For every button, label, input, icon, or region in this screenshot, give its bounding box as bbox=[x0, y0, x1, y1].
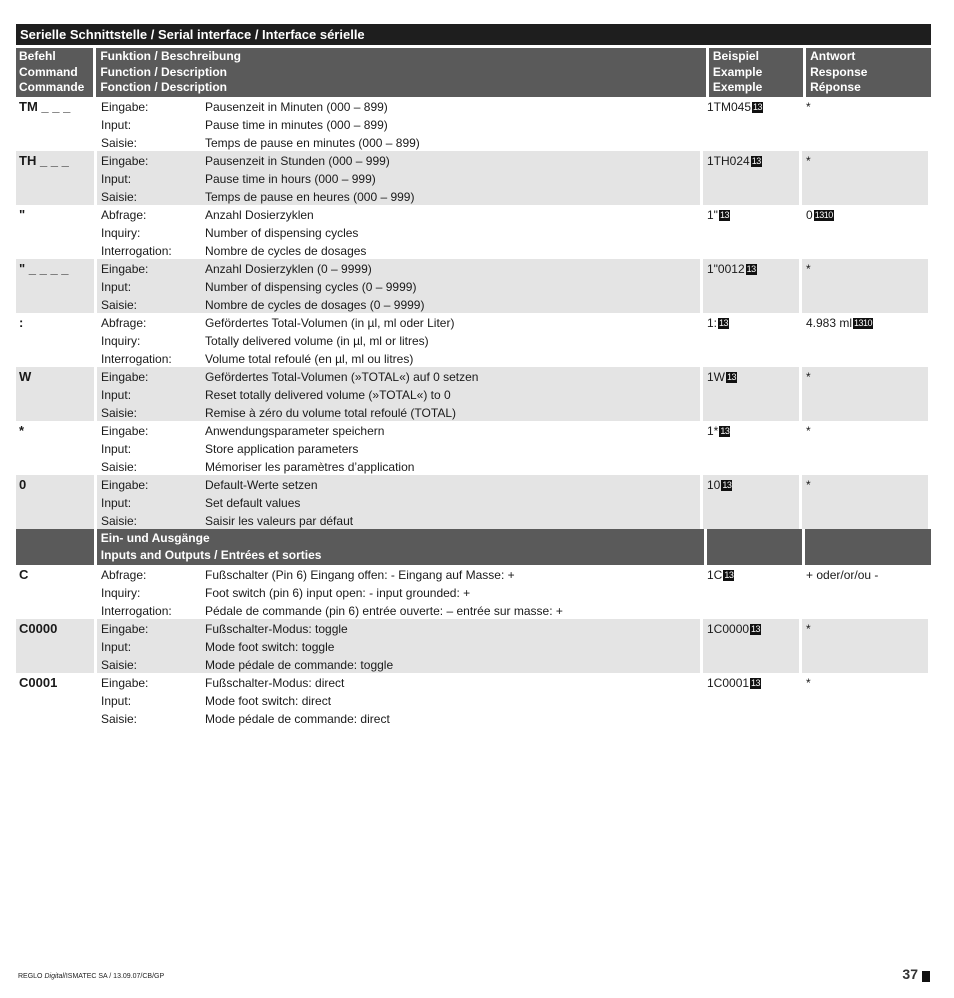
mode-label: Input: bbox=[101, 640, 132, 654]
mode-labels bbox=[97, 421, 205, 475]
description-line: Mode foot switch: direct bbox=[205, 694, 332, 708]
example-text: 10 bbox=[707, 478, 721, 492]
example-text: 1* bbox=[707, 424, 719, 438]
response-cell bbox=[802, 367, 928, 421]
example-text: 1W bbox=[707, 370, 725, 384]
mode-label: Eingabe: bbox=[101, 262, 149, 276]
command-cell: 0 bbox=[16, 475, 94, 529]
description-line: Remise à zéro du volume total refoulé (TOTAL) bbox=[205, 406, 456, 420]
mode-label: Input: bbox=[101, 280, 132, 294]
example-text: 1C0001 bbox=[707, 676, 750, 690]
command-cell: TM _ _ _ bbox=[19, 99, 71, 114]
control-code: 13 bbox=[751, 156, 761, 166]
description-line: Reset totally delivered volume (»TOTAL«) to 0 bbox=[205, 388, 451, 402]
mode-label: Abfrage: bbox=[101, 568, 147, 582]
mode-label: Eingabe: bbox=[101, 622, 149, 636]
mode-label: Saisie: bbox=[101, 298, 138, 312]
table-row bbox=[16, 619, 931, 673]
command-cell: " bbox=[19, 207, 26, 222]
description-line: Pédale de commande (pin 6) entrée ouverte: – entrée sur masse: + bbox=[205, 604, 563, 618]
section-spacer bbox=[16, 529, 94, 565]
example-text: 1C bbox=[707, 568, 723, 582]
control-code: 1310 bbox=[854, 318, 873, 328]
header-response-en: Response bbox=[810, 64, 868, 79]
description-cell bbox=[205, 475, 700, 529]
mode-labels bbox=[97, 565, 205, 619]
mode-label: Inquiry: bbox=[101, 334, 141, 348]
section-title-de: Ein- und Ausgänge bbox=[100, 531, 210, 545]
response-text: 4.983 ml bbox=[806, 316, 853, 330]
example-cell bbox=[703, 565, 799, 619]
control-code: 13 bbox=[751, 624, 761, 634]
description-line: Pausenzeit in Minuten (000 – 899) bbox=[205, 100, 388, 114]
mode-labels bbox=[97, 367, 205, 421]
description-cell bbox=[205, 565, 700, 619]
table-header bbox=[16, 48, 931, 97]
page-marker-icon bbox=[922, 971, 930, 982]
description-line: Fußschalter (Pin 6) Eingang offen: - Eingang auf Masse: + bbox=[205, 568, 515, 582]
header-command-en: Command bbox=[19, 64, 78, 79]
footer-reference bbox=[18, 973, 164, 980]
description-cell bbox=[205, 673, 700, 727]
response-text: * bbox=[806, 100, 811, 114]
description-line: Mode pédale de commande: toggle bbox=[205, 658, 394, 672]
description-line: Volume total refoulé (en µl, ml ou litres) bbox=[205, 352, 414, 366]
table-row bbox=[16, 565, 931, 619]
response-cell bbox=[802, 259, 928, 313]
mode-label: Interrogation: bbox=[101, 244, 172, 258]
control-code: 13 bbox=[727, 372, 737, 382]
response-text: 0 bbox=[806, 208, 813, 222]
command-cell: TH _ _ _ bbox=[16, 151, 94, 205]
command-rows bbox=[16, 97, 931, 529]
description-line: Store application parameters bbox=[205, 442, 359, 456]
table-row bbox=[16, 421, 931, 475]
description-cell bbox=[205, 259, 700, 313]
description-line: Gefördertes Total-Volumen (in µl, ml oder Liter) bbox=[205, 316, 455, 330]
mode-label: Saisie: bbox=[101, 712, 138, 726]
section-spacer bbox=[707, 529, 803, 565]
command-cell: C0001 bbox=[19, 675, 58, 690]
mode-label: Input: bbox=[101, 442, 132, 456]
description-line: Anzahl Dosierzyklen bbox=[205, 208, 314, 222]
table-row bbox=[16, 673, 931, 727]
header-command-fr: Commande bbox=[19, 80, 85, 94]
mode-label: Saisie: bbox=[101, 658, 138, 672]
header-example-de: Beispiel bbox=[712, 49, 759, 63]
table-row bbox=[16, 151, 931, 205]
example-text: 1TH024 bbox=[707, 154, 750, 168]
description-line: Default-Werte setzen bbox=[205, 478, 318, 492]
response-text: * bbox=[806, 370, 811, 384]
section-title bbox=[97, 529, 704, 565]
example-text: 1"0012 bbox=[707, 262, 745, 276]
table-row bbox=[16, 259, 931, 313]
description-line: Pause time in minutes (000 – 899) bbox=[205, 118, 388, 132]
header-response-de: Antwort bbox=[810, 49, 856, 63]
control-code: 13 bbox=[719, 318, 729, 328]
mode-labels bbox=[97, 151, 205, 205]
mode-label: Input: bbox=[101, 496, 132, 510]
example-cell bbox=[703, 673, 799, 727]
command-cell: W bbox=[16, 367, 94, 421]
description-line: Anwendungsparameter speichern bbox=[205, 424, 385, 438]
description-line: Temps de pause en heures (000 – 999) bbox=[205, 190, 415, 204]
mode-label: Eingabe: bbox=[101, 676, 149, 690]
control-code: 13 bbox=[719, 210, 729, 220]
response-cell bbox=[802, 673, 928, 727]
description-cell bbox=[205, 619, 700, 673]
example-cell bbox=[703, 475, 799, 529]
example-text: 1: bbox=[707, 316, 718, 330]
response-cell bbox=[802, 565, 928, 619]
mode-label: Eingabe: bbox=[101, 478, 149, 492]
table-row bbox=[16, 313, 931, 367]
description-line: Mode pédale de commande: direct bbox=[205, 712, 390, 726]
command-cell: : bbox=[19, 315, 24, 330]
io-command-rows bbox=[16, 565, 931, 727]
mode-labels bbox=[97, 259, 205, 313]
mode-label: Eingabe: bbox=[101, 370, 149, 384]
description-line: Saisir les valeurs par défaut bbox=[205, 514, 354, 528]
mode-label: Inquiry: bbox=[101, 586, 141, 600]
description-line: Temps de pause en minutes (000 – 899) bbox=[205, 136, 420, 150]
mode-labels bbox=[97, 205, 205, 259]
header-response bbox=[806, 48, 931, 97]
footer-prefix: REGLO bbox=[18, 973, 45, 980]
mode-label: Saisie: bbox=[101, 406, 138, 420]
description-line: Number of dispensing cycles (0 – 9999) bbox=[205, 280, 417, 294]
header-function-de: Funktion / Beschreibung bbox=[100, 49, 241, 63]
table-row bbox=[16, 205, 931, 259]
table-row bbox=[16, 475, 931, 529]
mode-label: Interrogation: bbox=[101, 604, 172, 618]
description-line: Foot switch (pin 6) input open: - input grounded: + bbox=[205, 586, 471, 600]
header-example-fr: Exemple bbox=[712, 80, 763, 94]
description-line: Fußschalter-Modus: direct bbox=[205, 676, 345, 690]
mode-label: Saisie: bbox=[101, 190, 138, 204]
header-function bbox=[96, 48, 706, 97]
header-function-en: Function / Description bbox=[100, 64, 227, 79]
header-example bbox=[709, 48, 803, 97]
description-line: Set default values bbox=[205, 496, 301, 510]
description-line: Totally delivered volume (in µl, ml or litres) bbox=[205, 334, 429, 348]
footer-rest: /ISMATEC SA / 13.09.07/CB/GP bbox=[63, 973, 165, 980]
example-cell bbox=[703, 421, 799, 475]
mode-label: Input: bbox=[101, 694, 132, 708]
mode-label: Input: bbox=[101, 172, 132, 186]
page-number: 37 bbox=[902, 966, 918, 982]
section-spacer bbox=[805, 529, 931, 565]
response-text: * bbox=[806, 424, 811, 438]
example-text: 1TM045 bbox=[707, 100, 752, 114]
response-text: + oder/or/ou - bbox=[806, 568, 879, 582]
response-text: * bbox=[806, 622, 811, 636]
response-cell bbox=[802, 421, 928, 475]
mode-label: Inquiry: bbox=[101, 226, 141, 240]
description-cell bbox=[205, 97, 700, 151]
mode-label: Saisie: bbox=[101, 460, 138, 474]
example-text: 1C0000 bbox=[707, 622, 750, 636]
header-example-en: Example bbox=[712, 64, 763, 79]
description-cell bbox=[205, 313, 700, 367]
description-line: Mémoriser les paramètres d’application bbox=[205, 460, 415, 474]
control-code: 13 bbox=[751, 678, 761, 688]
example-cell bbox=[703, 313, 799, 367]
mode-label: Interrogation: bbox=[101, 352, 172, 366]
description-line: Nombre de cycles de dosages (0 – 9999) bbox=[205, 298, 425, 312]
header-response-fr: Réponse bbox=[810, 80, 861, 94]
mode-label: Input: bbox=[101, 388, 132, 402]
control-code: 13 bbox=[722, 480, 732, 490]
mode-label: Input: bbox=[101, 118, 132, 132]
response-text: * bbox=[806, 676, 811, 690]
header-command bbox=[16, 48, 93, 97]
mode-labels bbox=[97, 97, 205, 151]
table-row bbox=[16, 367, 931, 421]
description-line: Anzahl Dosierzyklen (0 – 9999) bbox=[205, 262, 372, 276]
mode-label: Abfrage: bbox=[101, 208, 147, 222]
mode-label: Eingabe: bbox=[101, 424, 149, 438]
mode-labels bbox=[97, 313, 205, 367]
description-cell bbox=[205, 367, 700, 421]
mode-labels bbox=[97, 673, 205, 727]
mode-labels bbox=[97, 619, 205, 673]
example-cell bbox=[703, 97, 799, 151]
description-line: Pausenzeit in Stunden (000 – 999) bbox=[205, 154, 390, 168]
description-cell bbox=[205, 151, 700, 205]
example-cell bbox=[703, 259, 799, 313]
mode-labels bbox=[97, 475, 205, 529]
mode-label: Abfrage: bbox=[101, 316, 147, 330]
response-cell bbox=[802, 97, 928, 151]
footer-italic: Digital bbox=[44, 973, 64, 980]
mode-label: Saisie: bbox=[101, 136, 138, 150]
response-text: * bbox=[806, 262, 811, 276]
section-header-io bbox=[16, 529, 931, 565]
response-cell bbox=[802, 151, 928, 205]
description-line: Fußschalter-Modus: toggle bbox=[205, 622, 348, 636]
control-code: 13 bbox=[746, 264, 756, 274]
header-command-de: Befehl bbox=[19, 49, 56, 63]
response-text: * bbox=[806, 478, 811, 492]
example-text: 1" bbox=[707, 208, 718, 222]
table-row bbox=[16, 97, 931, 151]
description-cell bbox=[205, 205, 700, 259]
description-line: Number of dispensing cycles bbox=[205, 226, 359, 240]
serial-interface-table bbox=[16, 24, 931, 727]
example-cell bbox=[703, 205, 799, 259]
example-cell bbox=[703, 367, 799, 421]
mode-label: Saisie: bbox=[101, 514, 138, 528]
section-title-en-fr: Inputs and Outputs / Entrées et sorties bbox=[100, 548, 322, 562]
description-line: Gefördertes Total-Volumen (»TOTAL«) auf 0 setzen bbox=[205, 370, 479, 384]
response-cell bbox=[802, 205, 928, 259]
header-function-fr: Fonction / Description bbox=[100, 80, 227, 94]
response-cell bbox=[802, 313, 928, 367]
mode-label: Eingabe: bbox=[101, 100, 149, 114]
mode-label: Eingabe: bbox=[101, 154, 149, 168]
response-cell bbox=[802, 475, 928, 529]
control-code: 13 bbox=[720, 426, 730, 436]
example-cell bbox=[703, 619, 799, 673]
description-line: Pause time in hours (000 – 999) bbox=[205, 172, 376, 186]
command-cell: * bbox=[19, 423, 25, 438]
description-cell bbox=[205, 421, 700, 475]
command-cell: C0000 bbox=[16, 619, 94, 673]
description-line: Nombre de cycles de dosages bbox=[205, 244, 367, 258]
control-code: 1310 bbox=[814, 210, 833, 220]
table-title: Serielle Schnittstelle / Serial interface / Interface sérielle bbox=[16, 24, 931, 45]
response-text: * bbox=[806, 154, 811, 168]
command-cell: C bbox=[19, 567, 29, 582]
response-cell bbox=[802, 619, 928, 673]
description-line: Mode foot switch: toggle bbox=[205, 640, 335, 654]
control-code: 13 bbox=[753, 102, 763, 112]
control-code: 13 bbox=[724, 570, 734, 580]
example-cell bbox=[703, 151, 799, 205]
command-cell: " _ _ _ _ bbox=[16, 259, 94, 313]
